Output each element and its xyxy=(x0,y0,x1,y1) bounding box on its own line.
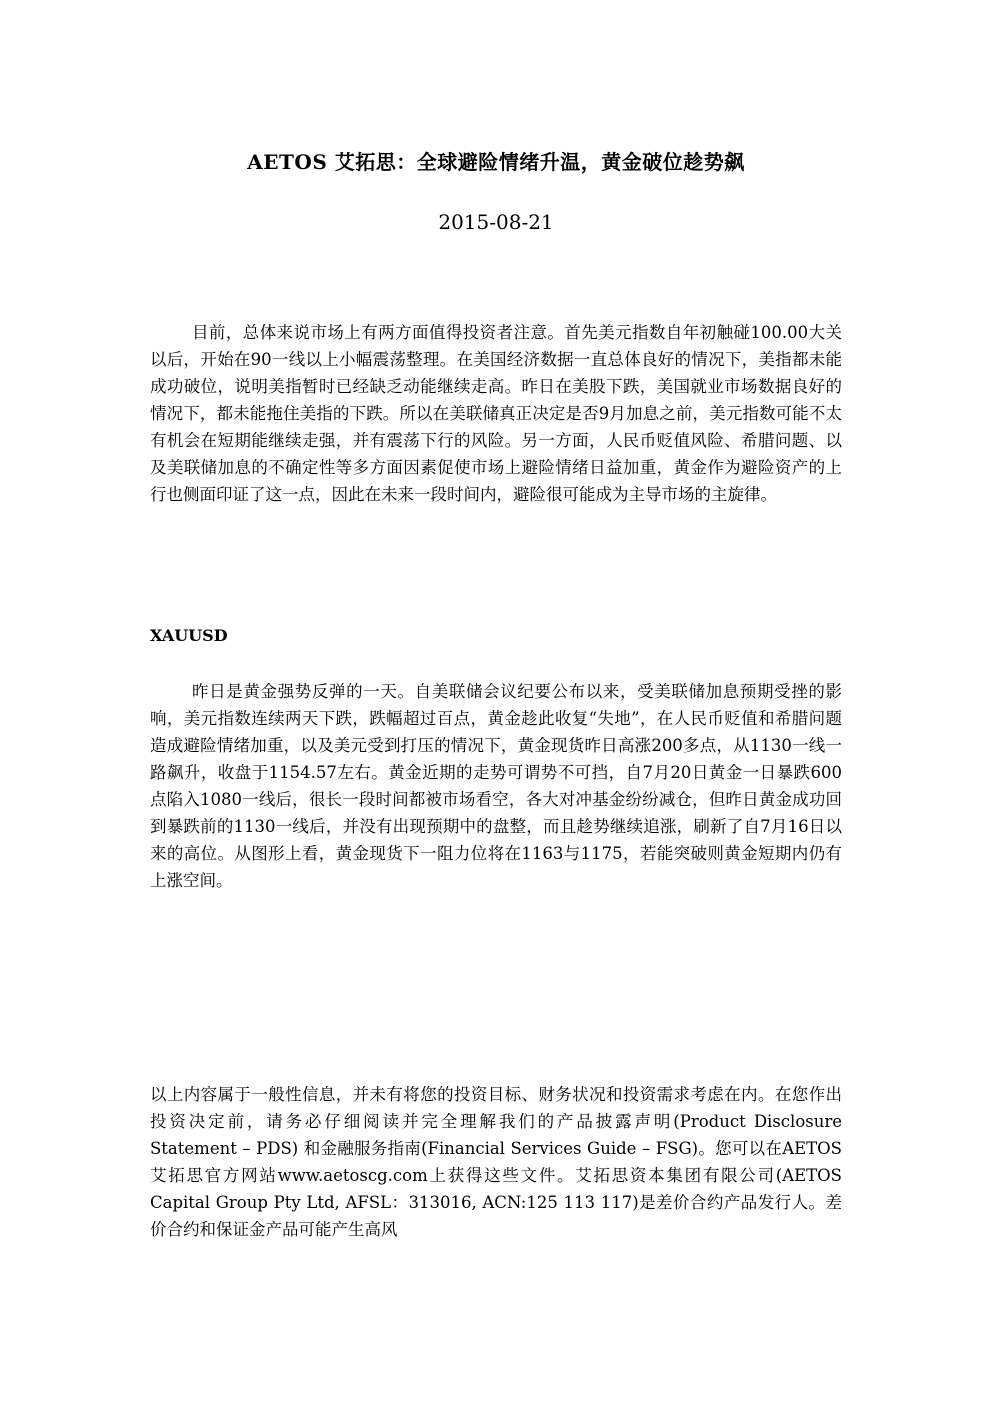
document-date: 2015-08-21 xyxy=(438,210,554,234)
document-title: AETOS 艾拓思：全球避险情绪升温，黄金破位趁势飙 xyxy=(247,150,745,175)
section-heading-xauusd: XAUUSD xyxy=(150,626,228,645)
xauusd-paragraph: 昨日是黄金强势反弹的一天。自美联储会议纪要公布以来，受美联储加息预期受挫的影响，美元指数连续两天下跌，跌幅超过百点，黄金趁此收复“失地”，在人民币贬值和希腊问题造成避险情绪加重，以及美元受到打压的情况下，黄金现货昨日高涨200多点，从1130一线一路飙升，收盘于1154.57左右。黄金近期的走势可谓势不可挡，自7月20日黄金一日暴跌600点陷入1080一线后，很长一段时间都被市场看空，各大对冲基金纷纷减仓，但昨日黄金成功回到暴跌前的1130一线后，并没有出现预期中的盘整，而且趁势继续追涨，刷新了自7月16日以来的高位。从图形上看，黄金现货下一阻力位将在1163与1175，若能突破则黄金短期内仍有上涨空间。 xyxy=(150,682,842,890)
intro-paragraph: 目前，总体来说市场上有两方面值得投资者注意。首先美元指数自年初触碰100.00大关以后，开始在90一线以上小幅震荡整理。在美国经济数据一直总体良好的情况下，美指都未能成功破位，说明美指暂时已经缺乏动能继续走高。昨日在美股下跌，美国就业市场数据良好的情况下，都未能拖住美指的下跌。所以在美联储真正决定是否9月加息之前，美元指数可能不太有机会在短期能继续走强，并有震荡下行的风险。另一方面，人民币贬值风险、希腊问题、以及美联储加息的不确定性等多方面因素促使市场上避险情绪日益加重，黄金作为避险资产的上行也侧面印证了这一点，因此在未来一段时间内，避险很可能成为主导市场的主旋律。 xyxy=(150,323,842,504)
disclaimer-paragraph: 以上内容属于一般性信息，并未有将您的投资目标、财务状况和投资需求考虑在内。在您作出投资决定前，请务必仔细阅读并完全理解我们的产品披露声明(Product Disclosure Statement – PDS) 和金融服务指南(Financial Services Guide – FSG)。您可以在AETOS艾拓思官方网站www.aetoscg.com上获得这些文件。艾拓思资本集团有限公司(AETOS Capital Group Pty Ltd, AFSL：313016, ACN:125 113 117)是差价合约产品发行人。差价合约和保证金产品可能产生高风 xyxy=(150,1085,842,1239)
